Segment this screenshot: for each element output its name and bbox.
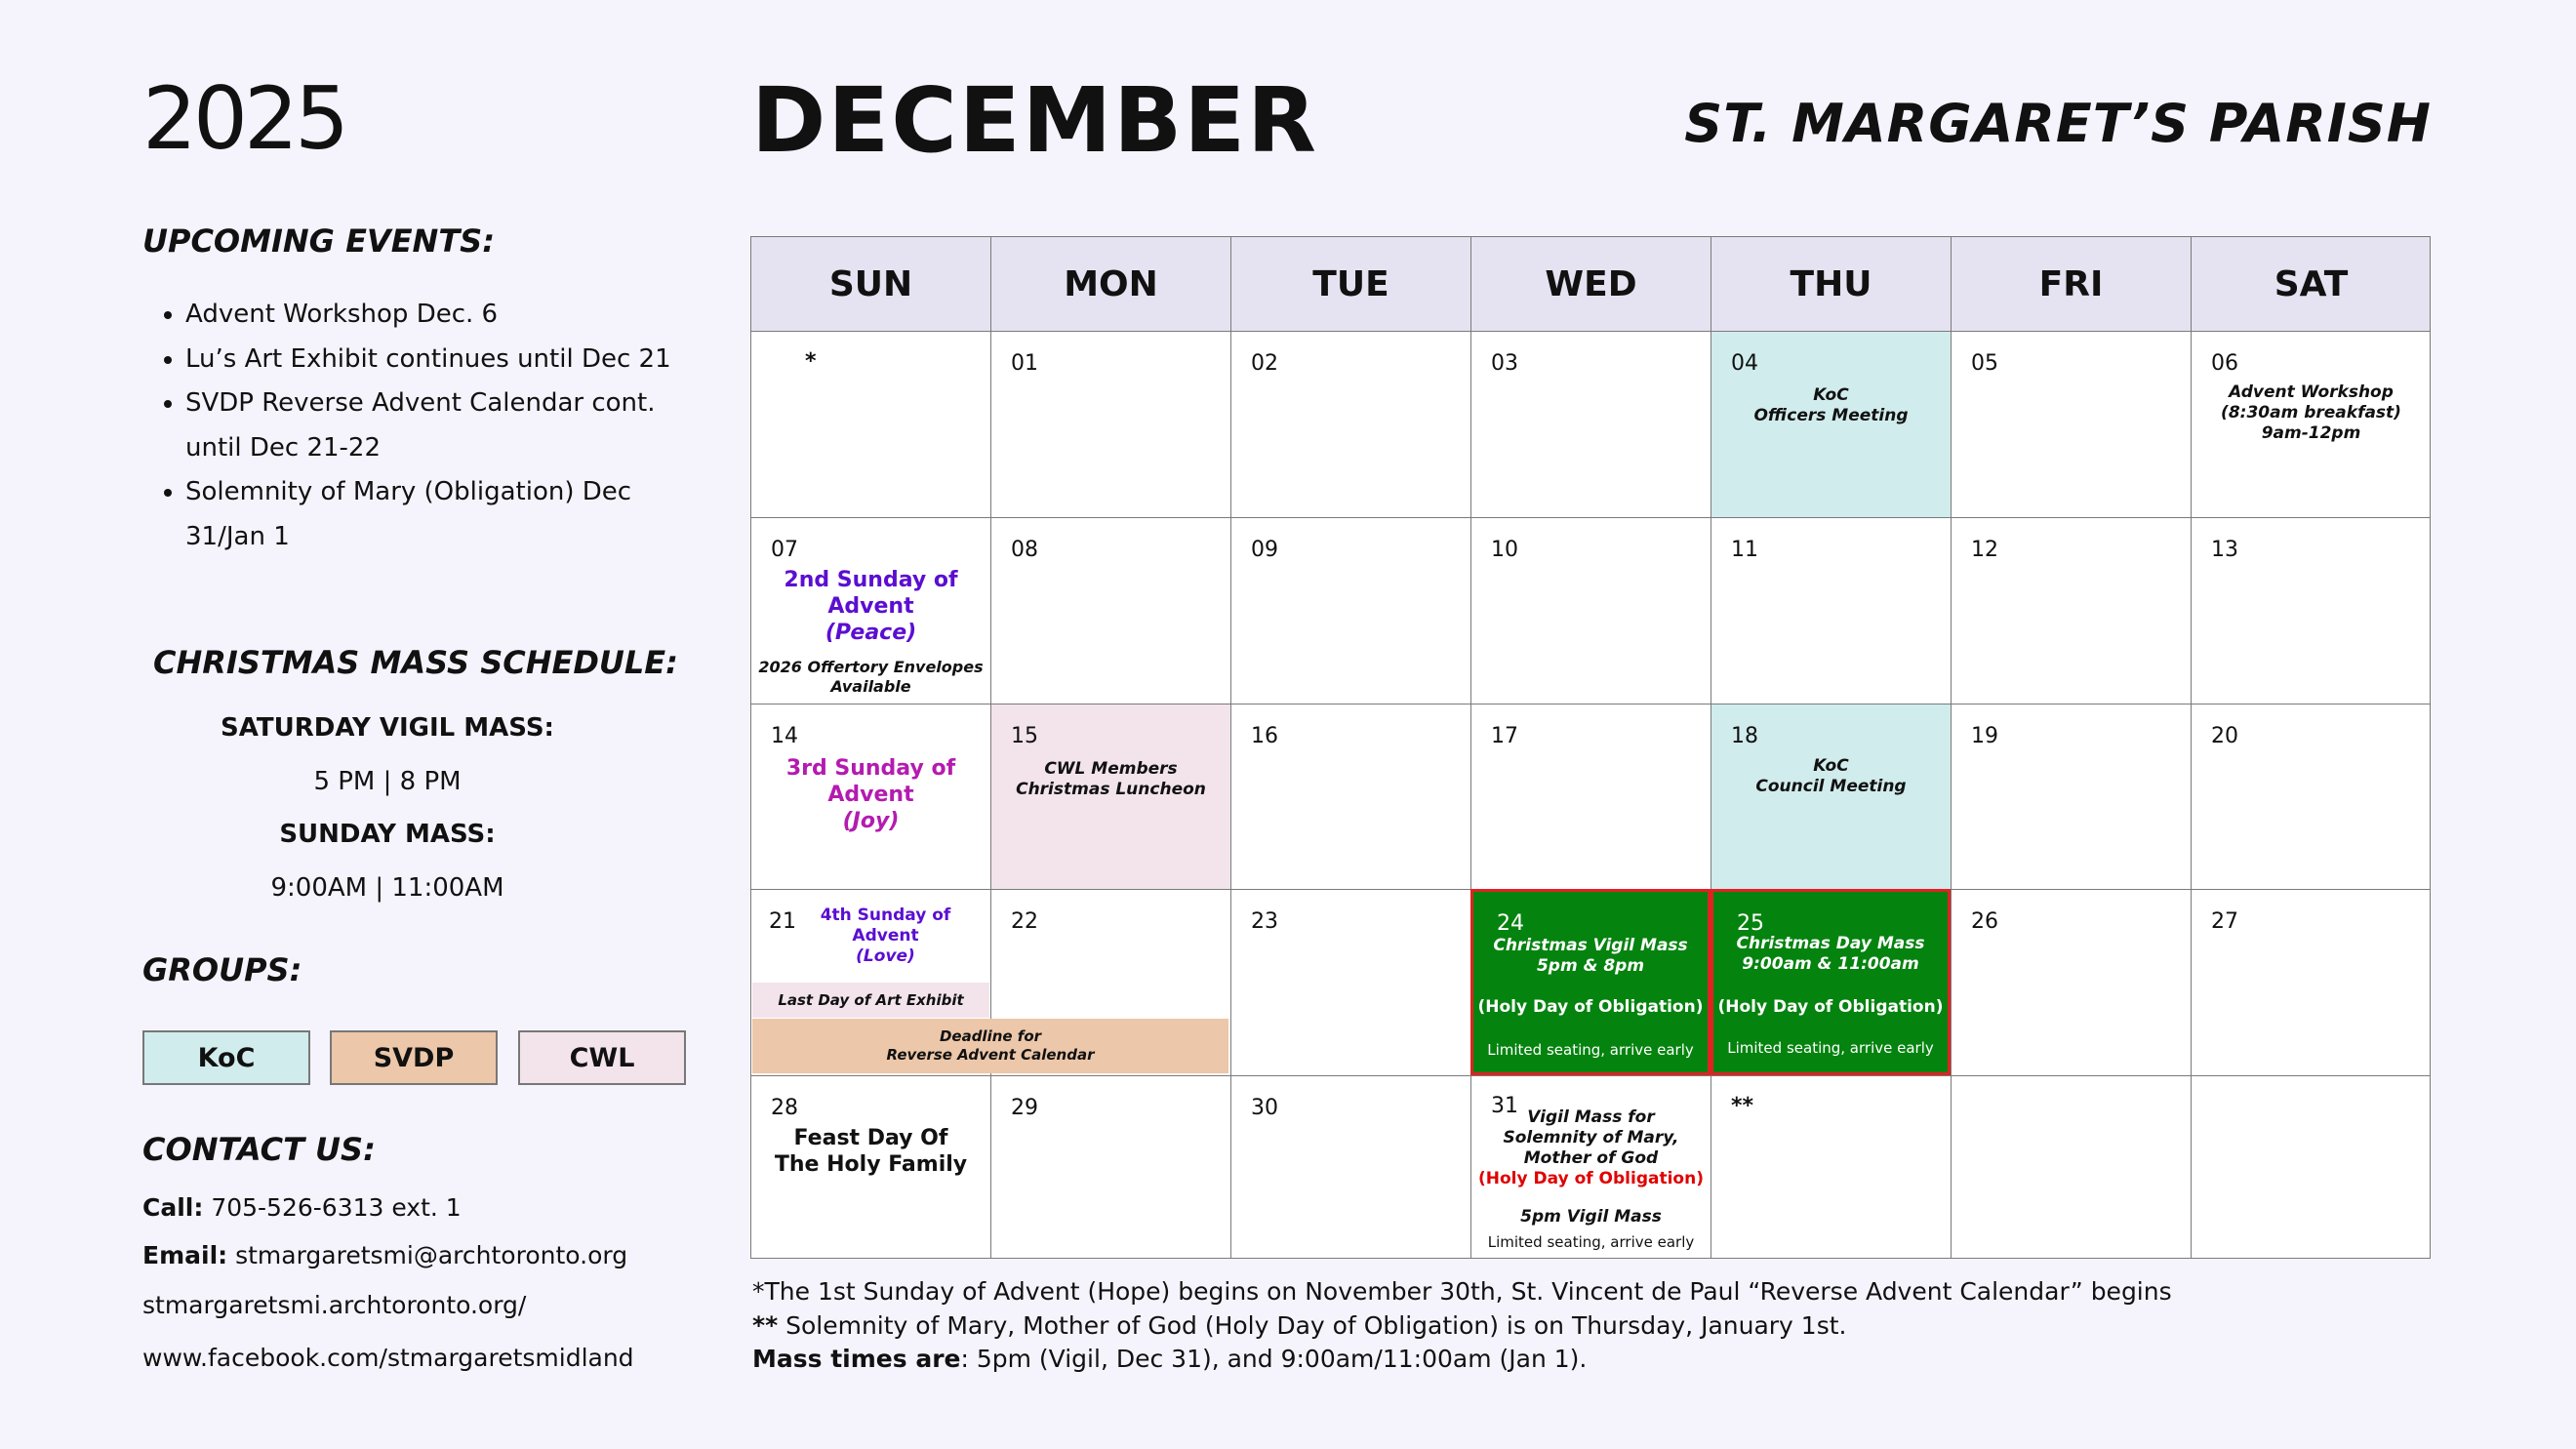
- day-number: 25: [1737, 911, 1764, 936]
- day-number: 27: [2211, 909, 2238, 934]
- day-cell-14[interactable]: [750, 704, 990, 889]
- day-cell-01[interactable]: [990, 331, 1230, 517]
- event-svdp-deadline: [752, 1019, 1228, 1073]
- day-cell-25[interactable]: [1711, 889, 1951, 1075]
- event-line: Advent: [852, 926, 919, 946]
- day-number: 29: [1011, 1096, 1038, 1120]
- footnote-advent: *The 1st Sunday of Advent (Hope) begins on November 30th, St. Vincent de Paul “Reverse Advent Calendar” begins: [752, 1277, 2172, 1306]
- day-number: 15: [1011, 724, 1038, 748]
- event-christmas-vigil: [1473, 936, 1708, 977]
- facebook-link[interactable]: www.facebook.com/stmargaretsmidland: [142, 1344, 634, 1372]
- event-line: (Peace): [825, 621, 917, 645]
- group-svdp: SVDP: [330, 1030, 498, 1085]
- email-label: Email:: [142, 1241, 228, 1269]
- sunday-mass-times: 9:00AM | 11:00AM: [270, 873, 504, 903]
- day-number: 14: [771, 724, 798, 748]
- day-number: 02: [1251, 351, 1278, 376]
- day-cell-31[interactable]: [1470, 1075, 1711, 1259]
- groups-heading: GROUPS:: [142, 951, 302, 988]
- group-cwl: CWL: [518, 1030, 686, 1085]
- event-line: 4th Sunday of: [820, 906, 951, 925]
- advent-note-marker: *: [805, 349, 817, 374]
- day-cell-10[interactable]: [1470, 517, 1711, 704]
- day-number: 30: [1251, 1096, 1278, 1120]
- footnote-solemnity: [752, 1311, 1846, 1340]
- day-number: 19: [1971, 724, 1998, 748]
- footnote-mass-times: [752, 1345, 1587, 1373]
- weekday-fri: FRI: [1951, 236, 2191, 331]
- event-line: Deadline for: [939, 1027, 1042, 1045]
- day-number: 16: [1251, 724, 1278, 748]
- year-heading: 2025: [142, 68, 345, 169]
- event-line: Advent: [827, 594, 914, 619]
- grid-border-right: [2430, 236, 2432, 1259]
- grid-border-bottom: [750, 1258, 2431, 1260]
- weekday-sun: SUN: [750, 236, 990, 331]
- day-cell-24[interactable]: [1470, 889, 1711, 1075]
- event-offertory-envelopes: [751, 658, 990, 697]
- event-line: Feast Day Of: [793, 1126, 948, 1150]
- event-vigil-solemnity: [1471, 1107, 1711, 1189]
- event-seating-note: Limited seating, arrive early: [1487, 1041, 1694, 1059]
- event-line: Advent: [827, 783, 914, 807]
- contact-phone: [142, 1193, 462, 1222]
- event-line: Christmas Day Mass: [1736, 934, 1925, 953]
- month-heading: DECEMBER: [751, 68, 1318, 173]
- event-line: 2026 Offertory Envelopes: [758, 658, 984, 676]
- day-cell-20[interactable]: [2191, 704, 2431, 889]
- event-line: Mother of God: [1523, 1148, 1659, 1168]
- footnote-label: Mass times are: [752, 1345, 961, 1373]
- day-number: 09: [1251, 538, 1278, 562]
- day-number: 03: [1491, 351, 1518, 376]
- day-cell-06[interactable]: [2191, 331, 2431, 517]
- day-number: 17: [1491, 724, 1518, 748]
- day-number: 08: [1011, 538, 1038, 562]
- day-cell-07[interactable]: [750, 517, 990, 704]
- day-cell-09[interactable]: [1230, 517, 1470, 704]
- day-number: 04: [1731, 351, 1758, 376]
- sunday-mass-label: SUNDAY MASS:: [279, 820, 496, 849]
- day-cell-04[interactable]: [1711, 331, 1951, 517]
- day-number: 23: [1251, 909, 1278, 934]
- contact-email: [142, 1241, 627, 1269]
- event-line: 5pm & 8pm: [1536, 956, 1645, 976]
- event-line: (8:30am breakfast): [2221, 403, 2401, 423]
- contact-heading: CONTACT US:: [142, 1131, 376, 1168]
- list-item: • SVDP Reverse Advent Calendar cont. until Dec 21-22: [185, 382, 693, 470]
- event-obligation: (Holy Day of Obligation): [1477, 997, 1704, 1017]
- weekday-thu: THU: [1711, 236, 1951, 331]
- event-line: Council Meeting: [1755, 777, 1907, 796]
- event-seating-note: Limited seating, arrive early: [1487, 1233, 1695, 1251]
- day-number: 26: [1971, 909, 1998, 934]
- day-number: 28: [771, 1096, 798, 1120]
- day-cell-17[interactable]: [1470, 704, 1711, 889]
- list-item: • Solemnity of Mary (Obligation) Dec 31/Jan 1: [185, 470, 693, 559]
- event-line: The Holy Family: [774, 1152, 968, 1177]
- day-number: 11: [1731, 538, 1758, 562]
- event-line: 9:00am & 11:00am: [1742, 954, 1919, 974]
- day-number: 13: [2211, 538, 2238, 562]
- event-line: KoC: [1813, 756, 1849, 776]
- day-number: 21: [769, 909, 796, 934]
- group-koc: KoC: [142, 1030, 310, 1085]
- day-cell-03[interactable]: [1470, 331, 1711, 517]
- event-line: Christmas Vigil Mass: [1493, 936, 1688, 955]
- mass-schedule-heading: CHRISTMAS MASS SCHEDULE:: [153, 644, 678, 681]
- calendar-grid: [750, 236, 2431, 1259]
- event-cwl-luncheon: [991, 759, 1230, 800]
- event-line: 9am-12pm: [2261, 423, 2361, 443]
- weekday-tue: TUE: [1230, 236, 1470, 331]
- event-koc-council: [1711, 756, 1951, 797]
- day-cell-19[interactable]: [1951, 704, 2191, 889]
- day-number: 10: [1491, 538, 1518, 562]
- phone-label: Call:: [142, 1193, 204, 1222]
- weekday-sat: SAT: [2191, 236, 2431, 331]
- day-cell-28[interactable]: [750, 1075, 990, 1259]
- event-line: Officers Meeting: [1753, 406, 1909, 425]
- event-advent-workshop: [2192, 382, 2431, 444]
- upcoming-events-list: [156, 293, 693, 559]
- day-cell-jan-1[interactable]: [1711, 1075, 1951, 1259]
- event-line: 2nd Sunday of: [784, 568, 958, 592]
- day-number: 31: [1491, 1094, 1518, 1118]
- event-line: (Love): [856, 946, 915, 966]
- day-cell-02[interactable]: [1230, 331, 1470, 517]
- footnote-text: : 5pm (Vigil, Dec 31), and 9:00am/11:00am (Jan 1).: [960, 1345, 1588, 1373]
- event-line: Solemnity of Mary,: [1503, 1128, 1679, 1147]
- day-cell-23[interactable]: [1230, 889, 1470, 1075]
- email-link[interactable]: stmargaretsmi@archtoronto.org: [235, 1241, 628, 1269]
- day-number: 05: [1971, 351, 1998, 376]
- event-art-exhibit-last-day: Last Day of Art Exhibit: [752, 983, 989, 1018]
- day-number: 12: [1971, 538, 1998, 562]
- event-line: Reverse Advent Calendar: [886, 1046, 1095, 1064]
- event-line: Available: [830, 677, 911, 696]
- day-cell-26[interactable]: [1951, 889, 2191, 1075]
- event-line: (Holy Day of Obligation): [1478, 1169, 1704, 1188]
- phone-number[interactable]: 705-526-6313 ext. 1: [211, 1193, 462, 1222]
- event-line: (Joy): [842, 809, 900, 833]
- footnote-text: Solemnity of Mary, Mother of God (Holy Day of Obligation) is on Thursday, January 1st.: [778, 1311, 1847, 1340]
- event-vigil-time: 5pm Vigil Mass: [1520, 1207, 1662, 1227]
- day-cell-30[interactable]: [1230, 1075, 1470, 1259]
- event-obligation: (Holy Day of Obligation): [1717, 997, 1944, 1017]
- weekday-mon: MON: [990, 236, 1230, 331]
- website-link[interactable]: stmargaretsmi.archtoronto.org/: [142, 1291, 527, 1319]
- upcoming-events-heading: UPCOMING EVENTS:: [142, 222, 495, 260]
- day-cell-27[interactable]: [2191, 889, 2431, 1075]
- parish-name: ST. MARGARET’S PARISH: [1684, 93, 2432, 154]
- day-cell-29[interactable]: [990, 1075, 1230, 1259]
- day-cell-16[interactable]: [1230, 704, 1470, 889]
- jan1-note-marker: **: [1731, 1094, 1754, 1118]
- event-line: KoC: [1813, 385, 1849, 405]
- event-christmas-day: [1713, 934, 1948, 975]
- event-line: Advent Workshop: [2229, 382, 2394, 402]
- event-2nd-sunday-advent: [751, 567, 990, 646]
- day-cell-empty: [2191, 1075, 2431, 1259]
- event-4th-sunday-advent: [781, 906, 990, 967]
- event-holy-family: [751, 1125, 990, 1178]
- day-number: 18: [1731, 724, 1758, 748]
- day-cell-08[interactable]: [990, 517, 1230, 704]
- day-cell-empty: [750, 331, 990, 517]
- day-cell-11[interactable]: [1711, 517, 1951, 704]
- day-cell-13[interactable]: [2191, 517, 2431, 704]
- day-cell-12[interactable]: [1951, 517, 2191, 704]
- event-koc-officers: [1711, 385, 1951, 426]
- day-number: 06: [2211, 351, 2238, 376]
- event-line: 3rd Sunday of: [785, 756, 956, 781]
- day-cell-18[interactable]: [1711, 704, 1951, 889]
- event-line: CWL Members: [1044, 759, 1178, 779]
- event-3rd-sunday-advent: [751, 755, 990, 834]
- day-number: 20: [2211, 724, 2238, 748]
- day-number: 07: [771, 538, 798, 562]
- saturday-vigil-times: 5 PM | 8 PM: [313, 767, 462, 796]
- day-number: 24: [1497, 911, 1524, 936]
- weekday-wed: WED: [1470, 236, 1711, 331]
- day-number: 22: [1011, 909, 1038, 934]
- event-line: Vigil Mass for: [1527, 1107, 1655, 1127]
- list-item: • Lu’s Art Exhibit continues until Dec 21: [185, 338, 693, 382]
- event-line: Christmas Luncheon: [1016, 780, 1206, 799]
- day-number: 01: [1011, 351, 1038, 376]
- list-item: • Advent Workshop Dec. 6: [185, 293, 693, 338]
- day-cell-15[interactable]: [990, 704, 1230, 889]
- event-seating-note: Limited seating, arrive early: [1727, 1039, 1934, 1057]
- day-cell-empty: [1951, 1075, 2191, 1259]
- day-cell-05[interactable]: [1951, 331, 2191, 517]
- saturday-vigil-label: SATURDAY VIGIL MASS:: [221, 713, 554, 743]
- footnote-marker: **: [752, 1311, 779, 1340]
